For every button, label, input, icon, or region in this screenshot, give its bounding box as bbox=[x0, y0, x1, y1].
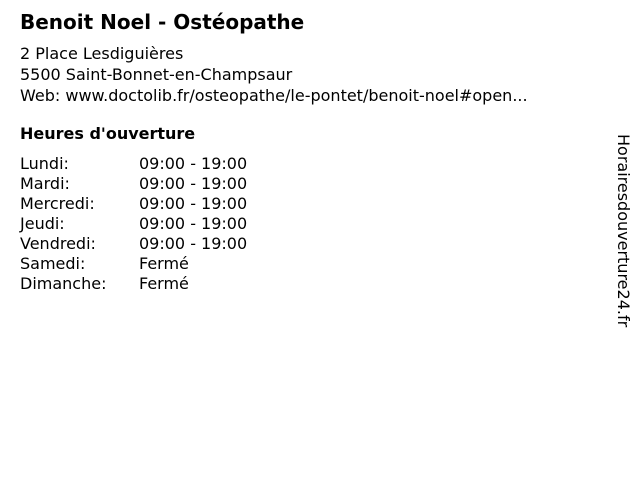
address-block bbox=[20, 43, 528, 106]
hours-row-monday bbox=[20, 154, 247, 174]
website-link[interactable]: Web: www.doctolib.fr/osteopathe/le-pontet/benoit-noel#open... bbox=[20, 86, 528, 105]
hours-row-friday bbox=[20, 234, 247, 254]
business-title: Benoit Noel - Ostéopathe bbox=[20, 10, 305, 34]
time-value: 09:00 - 19:00 bbox=[139, 194, 248, 213]
site-watermark bbox=[612, 134, 634, 346]
hours-heading: Heures d'ouverture bbox=[20, 124, 196, 143]
time-value: 09:00 - 19:00 bbox=[139, 214, 248, 233]
hours-row-saturday bbox=[20, 254, 247, 274]
hours-row-wednesday bbox=[20, 194, 247, 214]
day-label: Vendredi: bbox=[20, 234, 96, 253]
day-label: Samedi: bbox=[20, 254, 86, 273]
day-label: Dimanche: bbox=[20, 274, 107, 293]
time-value: Fermé bbox=[139, 274, 189, 293]
city-address: 5500 Saint-Bonnet-en-Champsaur bbox=[20, 65, 293, 84]
time-value: 09:00 - 19:00 bbox=[139, 174, 248, 193]
watermark-text: Horairesdouverture24.fr bbox=[614, 134, 633, 328]
hours-row-sunday bbox=[20, 274, 247, 294]
day-label: Lundi: bbox=[20, 154, 69, 173]
time-value: 09:00 - 19:00 bbox=[139, 154, 248, 173]
day-label: Mercredi: bbox=[20, 194, 95, 213]
time-value: 09:00 - 19:00 bbox=[139, 234, 248, 253]
hours-row-tuesday bbox=[20, 174, 247, 194]
hours-row-thursday bbox=[20, 214, 247, 234]
day-label: Jeudi: bbox=[20, 214, 65, 233]
street-address: 2 Place Lesdiguières bbox=[20, 44, 184, 63]
hours-table bbox=[20, 154, 247, 294]
time-value: Fermé bbox=[139, 254, 189, 273]
day-label: Mardi: bbox=[20, 174, 70, 193]
